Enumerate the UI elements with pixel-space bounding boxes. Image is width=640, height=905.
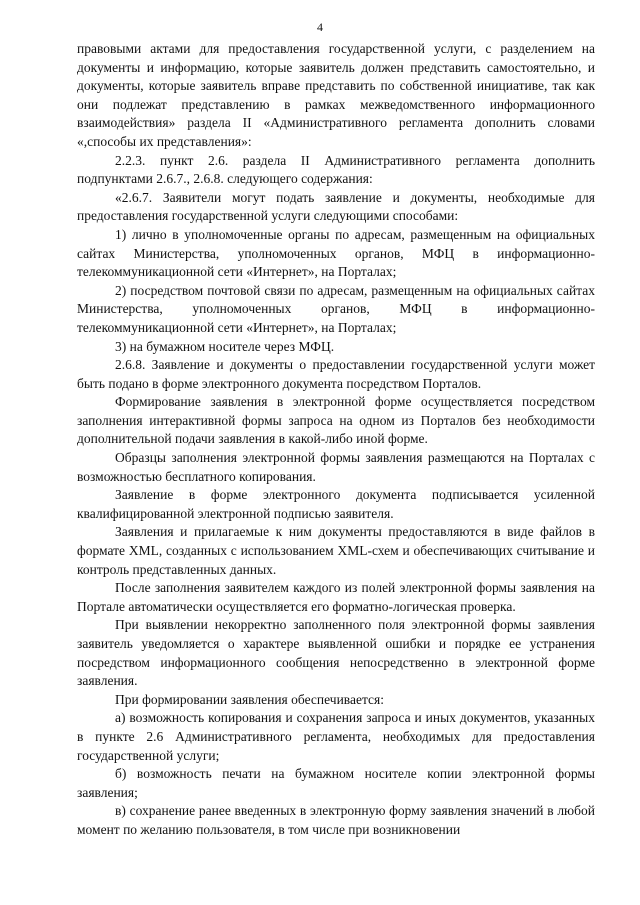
paragraph-2-6-8: 2.6.8. Заявление и документы о предоставлении государственной услуги может быть подано в форме электронного документа посредством Порталов. [77, 357, 595, 391]
list-item-2: 2) посредством почтовой связи по адресам, размещенным на официальных сайтах Министерства, уполномоченных органов, МФЦ в информационно-телекоммуникационной сети «Интернет», на Порталах; [77, 282, 595, 335]
paragraph-samples: Образцы заполнения электронной формы заявления размещаются на Порталах с возможностью бесплатного копирования. [77, 450, 595, 484]
paragraph-2-2-3: 2.2.3. пункт 2.6. раздела II Административного регламента дополнить подпунктами 2.6.7., 2.6.8. следующего содержания: [77, 152, 595, 187]
paragraph-xml: Заявления и прилагаемые к ним документы предоставляются в виде файлов в формате XML, созданных с использованием XML-схем и обеспечивающих считывание и контроль представленных данных. [77, 524, 595, 577]
paragraph-errors: При выявлении некорректно заполненного поля электронной формы заявления заявитель уведомляется о характере выявленной ошибки и порядке ее устранения посредством информационного сообщения непосредственно в электронной форме заявления. [77, 617, 595, 689]
list-item-1: 1) лично в уполномоченные органы по адресам, размещенным на официальных сайтах Министерства, уполномоченных органов, МФЦ в информационно-телекоммуникационной сети «Интернет», на Порталах; [77, 226, 595, 280]
list-item-b: б) возможность печати на бумажном носителе копии электронной формы заявления; [77, 766, 595, 800]
paragraph-check: После заполнения заявителем каждого из полей электронной формы заявления на Портале автоматически осуществляется его форматно-логическая проверка. [77, 580, 595, 614]
paragraph-electronic-form: Формирование заявления в электронной форме осуществляется посредством заполнения интерактивной формы запроса на одном из Порталов без необходимости дополнительной подачи заявления в какой-либо иной форме. [77, 394, 595, 447]
paragraph-signature: Заявление в форме электронного документа подписывается усиленной квалифицированной электронной подписью заявителя. [77, 487, 595, 521]
list-item-v: в) сохранение ранее введенных в электронную форму заявления значений в любой момент по желанию пользователя, в том числе при возникновении [77, 803, 595, 837]
document-body [77, 40, 595, 840]
page-number: 4 [317, 20, 323, 34]
paragraph-continuation: правовыми актами для предоставления государственной услуги, с разделением на документы и информацию, которые заявитель должен представить самостоятельно, и документы, которые заявитель вправе представить по собственной инициативе, так как они подлежат представлению в рамках межведомственного информационного взаимодействия» раздела II «Административного регламента дополнить словами «,способы их представления»: [77, 41, 595, 149]
list-item-3: 3) на бумажном носителе через МФЦ. [115, 338, 335, 354]
list-item-a: а) возможность копирования и сохранения запроса и иных документов, указанных в пункте 2.6 Административного регламента, необходимых для предоставления государственной услуги; [77, 710, 595, 763]
paragraph-2-6-7: «2.6.7. Заявители могут подать заявление и документы, необходимые для предоставления государственной услуги следующими способами: [77, 189, 595, 224]
paragraph-provisions: При формировании заявления обеспечивается: [115, 691, 384, 707]
